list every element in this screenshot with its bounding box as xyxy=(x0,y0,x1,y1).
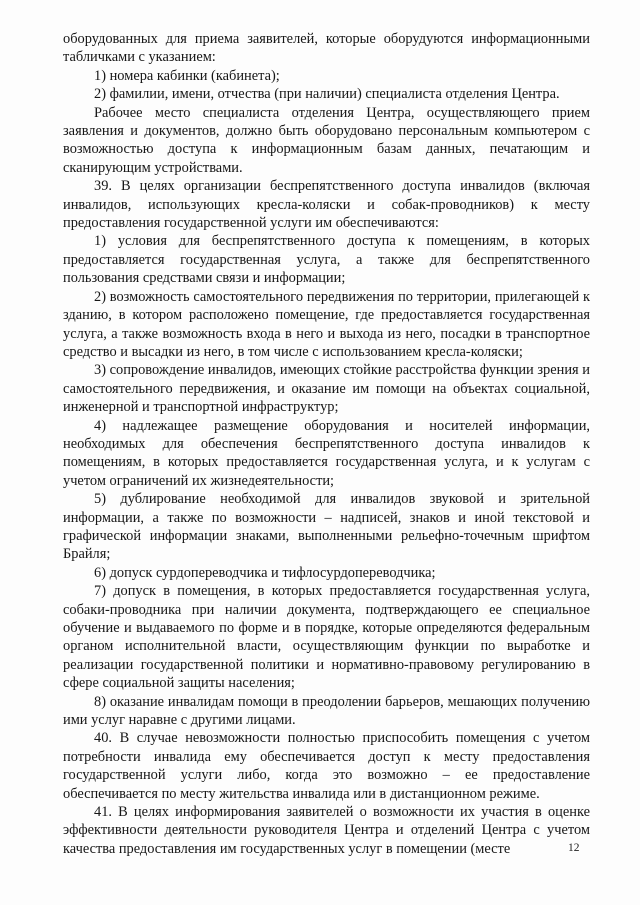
paragraph-item-cabin-number: 1) номера кабинки (кабинета); xyxy=(94,67,280,84)
page-number: 12 xyxy=(568,842,580,854)
paragraph-39-item-1: 1) условия для беспрепятственного доступа к помещениям, в которых предоставляется государственная услуга, а также для беспрепятственного пользования средствами связи и информации; xyxy=(63,233,590,287)
paragraph-39-item-3: 3) сопровождение инвалидов, имеющих стойкие расстройства функции зрения и самостоятельного передвижения, и оказание им помощи на объектах социальной, инженерной и транспортной инфраструктур; xyxy=(63,362,590,416)
paragraph-item-specialist-name: 2) фамилии, имени, отчества (при наличии) специалиста отделения Центра. xyxy=(94,86,560,103)
paragraph-39-item-5: 5) дублирование необходимой для инвалидов звуковой и зрительной информации, а также по возможности – надписей, знаков и иной текстовой и графической информации знаками, выполненными рельефно-точечным шрифтом Брайля; xyxy=(63,491,590,563)
paragraph-39-item-8: 8) оказание инвалидам помощи в преодолении барьеров, мешающих получению ими услуг наравне с другими лицами. xyxy=(63,693,590,729)
paragraph-clause-39: 39. В целях организации беспрепятственного доступа инвалидов (включая инвалидов, использующих кресла-коляски и собак-проводников) к месту предоставления государственной услуги им обеспечиваются: xyxy=(63,178,590,232)
paragraph-39-item-4: 4) надлежащее размещение оборудования и носителей информации, необходимых для обеспечения беспрепятственного доступа инвалидов к помещениям, в которых предоставляется государственная услуга, и к услугам с учетом ограничений их жизнедеятельности; xyxy=(63,417,590,489)
paragraph-39-item-7: 7) допуск в помещения, в которых предоставляется государственная услуга, собаки-проводника при наличии документа, подтверждающего ее специальное обучение и выдаваемого по форме и в порядке, которые определяются федеральным органом исполнительной власти, осуществляющим функции по выработке и реализации государственной политики и нормативно-правовому регулированию в сфере социальной защиты населения; xyxy=(63,583,590,692)
paragraph-39-item-6: 6) допуск сурдопереводчика и тифлосурдопереводчика; xyxy=(94,564,436,581)
paragraph-continuation: оборудованных для приема заявителей, которые оборудуются информационными табличками с указанием: xyxy=(63,31,590,66)
paragraph-39-item-2: 2) возможность самостоятельного передвижения по территории, прилегающей к зданию, в котором расположено помещение, где предоставляется государственная услуга, а также возможность входа в него и выхода из него, посадки в транспортное средство и высадки из него, в том числе с использованием кресла-коляски; xyxy=(63,288,590,360)
paragraph-workplace: Рабочее место специалиста отделения Центра, осуществляющего прием заявления и документов, должно быть оборудовано персональным компьютером с возможностью доступа к информационным базам данных, печатающим и сканирующим устройствами. xyxy=(63,104,590,176)
document-body xyxy=(63,30,590,858)
paragraph-clause-41: 41. В целях информирования заявителей о возможности их участия в оценке эффективности деятельности руководителя Центра и отделений Центра с учетом качества предоставления им государственных услуг в помещении (месте xyxy=(63,804,590,857)
paragraph-clause-40: 40. В случае невозможности полностью приспособить помещения с учетом потребности инвалида ему обеспечивается доступ к месту предоставления государственной услуги либо, когда это возможно – ее предоставление обеспечивается по месту жительства инвалида или в дистанционном режиме. xyxy=(63,730,590,802)
